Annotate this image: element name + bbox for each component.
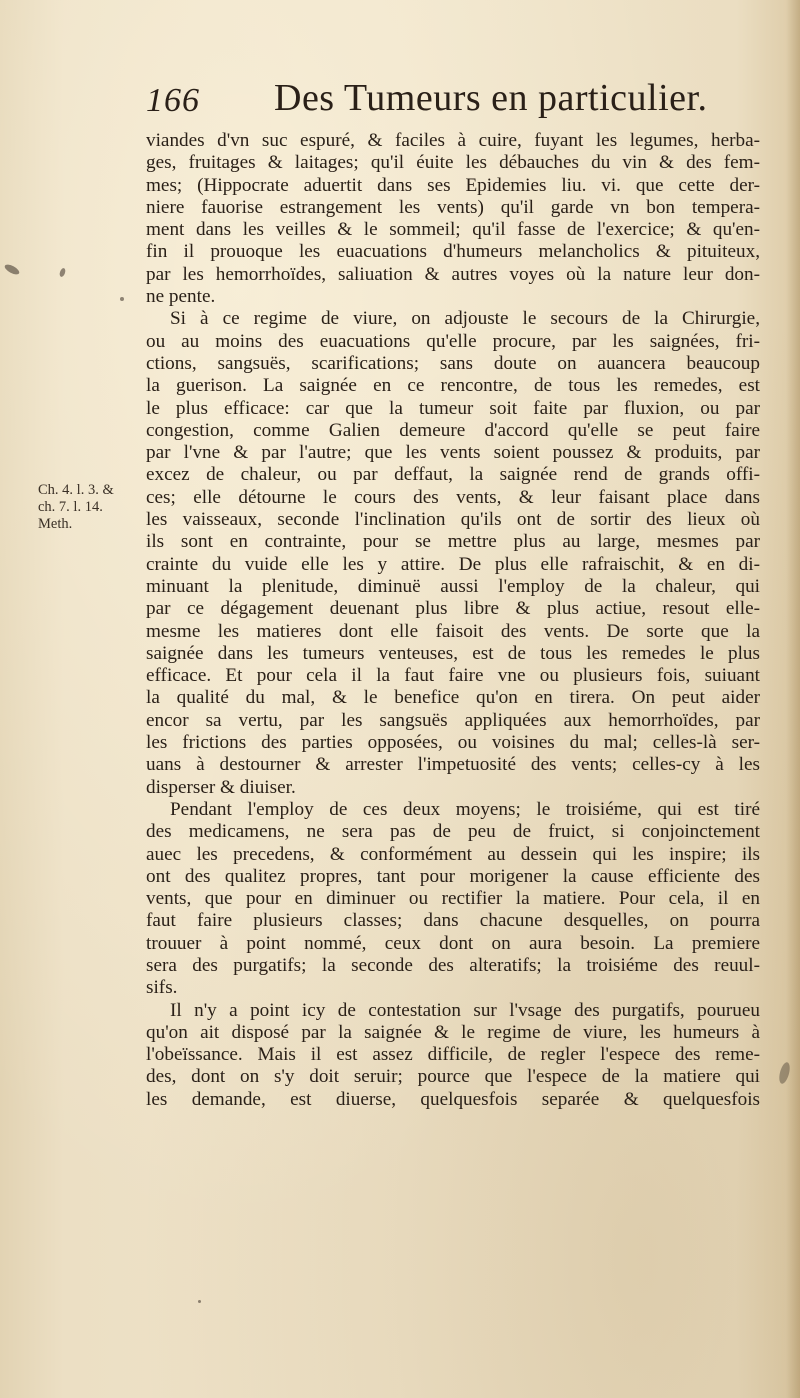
- ink-blot: [198, 1300, 201, 1303]
- text-line: qu'on ait disposé par la saignée & le regime de viure, les humeurs à: [146, 1021, 760, 1043]
- text-line: fin il prouoque les euacuations d'humeurs melancholics & pituiteux,: [146, 241, 760, 263]
- text-line: sera des purgatifs; la seconde des alteratifs; la troisiéme des reuul-: [146, 954, 760, 976]
- text-line: ces; elle détourne le cours des vents, & leur faisant place dans: [146, 486, 760, 508]
- text-line: des, dont on s'y doit seruir; pource que l'espece de la matiere qui: [146, 1066, 760, 1088]
- text-line: ou au moins des euacuations qu'elle procure, par les saignées, fri-: [146, 330, 760, 352]
- margin-note-line: Meth.: [38, 516, 73, 532]
- margin-note: [38, 482, 128, 533]
- text-line: congestion, comme Galien demeure d'accord qu'elle se peut faire: [146, 419, 760, 441]
- margin-note-line: Ch. 4. l. 3. &: [38, 482, 114, 498]
- text-line: encor sa vertu, par les sangsuës appliquées aux hemorrhoïdes, par: [146, 709, 760, 731]
- text-line: par ce dégagement deuenant plus libre & plus actiue, resout elle-: [146, 598, 760, 620]
- text-line: auec les precedens, & conformément au dessein qui les inspire; ils: [146, 843, 760, 865]
- text-line: faut faire plusieurs classes; dans chacune desquelles, on pourra: [146, 910, 760, 932]
- text-line: mesme les matieres dont elle faisoit des vents. De sorte que la: [146, 620, 760, 642]
- ink-blot: [120, 297, 124, 301]
- text-line: ont des qualitez propres, tant pour morigener la cause efficiente des: [146, 865, 760, 887]
- page-number: 166: [146, 82, 200, 119]
- paragraph-start: Pendant l'employ de ces deux moyens; le troisiéme, qui est tiré: [170, 798, 760, 820]
- text-line: ne pente.: [146, 286, 216, 308]
- text-line: excez de chaleur, ou par deffaut, la saignée rend de grands offi-: [146, 464, 760, 486]
- text-line: les frictions des parties opposées, ou voisines du mal; celles-là ser-: [146, 732, 760, 754]
- text-line: vents, que pour en diminuer ou rectifier la matiere. Pour cela, il en: [146, 888, 760, 910]
- text-line: des medicamens, ne sera pas de peu de fruict, si conjoinctement: [146, 821, 760, 843]
- text-line: les vaisseaux, seconde l'inclination qu'ils ont de sortir des lieux où: [146, 509, 760, 531]
- text-line: ges, fruitages & laitages; qu'il éuite les débauches du vin & des fem-: [146, 152, 760, 174]
- text-line: par l'vne & par l'autre; que les vents soient poussez & produits, par: [146, 442, 760, 464]
- text-line: la guerison. La saignée en ce rencontre, de tous les remedes, est: [146, 375, 760, 397]
- text-line: viandes d'vn suc espuré, & faciles à cuire, fuyant les legumes, herba-: [146, 130, 760, 151]
- margin-note-line: ch. 7. l. 14.: [38, 499, 103, 515]
- text-line: trouuer à point nommé, ceux dont on aura besoin. La premiere: [146, 932, 760, 954]
- ink-blot: [3, 263, 20, 277]
- page-header: [146, 76, 746, 128]
- text-line: disperser & diuiser.: [146, 776, 296, 798]
- text-line: les demande, est diuerse, quelquesfois separée & quelquesfois: [146, 1088, 760, 1110]
- text-line: ment dans les veilles & le sommeil; qu'il fasse de l'exercice; & qu'en-: [146, 219, 760, 241]
- text-line: uans à destourner & arrester l'impetuosité des vents; celles-cy à les: [146, 754, 760, 776]
- paragraph-start: Il n'y a point icy de contestation sur l'vsage des purgatifs, pourueu: [170, 999, 760, 1021]
- text-line: par les hemorrhoïdes, saliuation & autres voyes où la nature leur don-: [146, 263, 760, 285]
- text-line: saignée dans les tumeurs venteuses, est de tous les remedes le plus: [146, 642, 760, 664]
- body-text: [146, 130, 760, 1111]
- ink-blot: [59, 267, 67, 277]
- text-line: crainte du vuide elle les y attire. De plus elle rafraischit, & en di-: [146, 553, 760, 575]
- paragraph-start: Si à ce regime de viure, on adjouste le secours de la Chirurgie,: [170, 308, 760, 330]
- text-line: la qualité du mal, & le benefice qu'on en tirera. On peut aider: [146, 687, 760, 709]
- page-edge-shadow: [786, 0, 800, 1398]
- text-line: mes; (Hippocrate aduertit dans ses Epidemies liu. vi. que cette der-: [146, 174, 760, 196]
- running-title: Des Tumeurs en particulier.: [274, 77, 708, 119]
- text-line: minuant la plenitude, diminuë aussi l'employ de la chaleur, qui: [146, 575, 760, 597]
- text-line: ils sont en contrainte, pour se mettre plus au large, mesmes par: [146, 531, 760, 553]
- text-line: ctions, sangsuës, scarifications; sans doute on auancera beaucoup: [146, 352, 760, 374]
- text-line: efficace. Et pour cela il la faut faire vne ou plusieurs fois, suiuant: [146, 665, 760, 687]
- text-line: niere fauorise estrangement les vents) qu'il garde vn bon tempera-: [146, 196, 760, 218]
- text-line: l'obeïssance. Mais il est assez difficile, de regler l'espece des reme-: [146, 1044, 760, 1066]
- text-line: le plus efficace: car que la tumeur soit faite par fluxion, ou par: [146, 397, 760, 419]
- text-line: sifs.: [146, 977, 178, 999]
